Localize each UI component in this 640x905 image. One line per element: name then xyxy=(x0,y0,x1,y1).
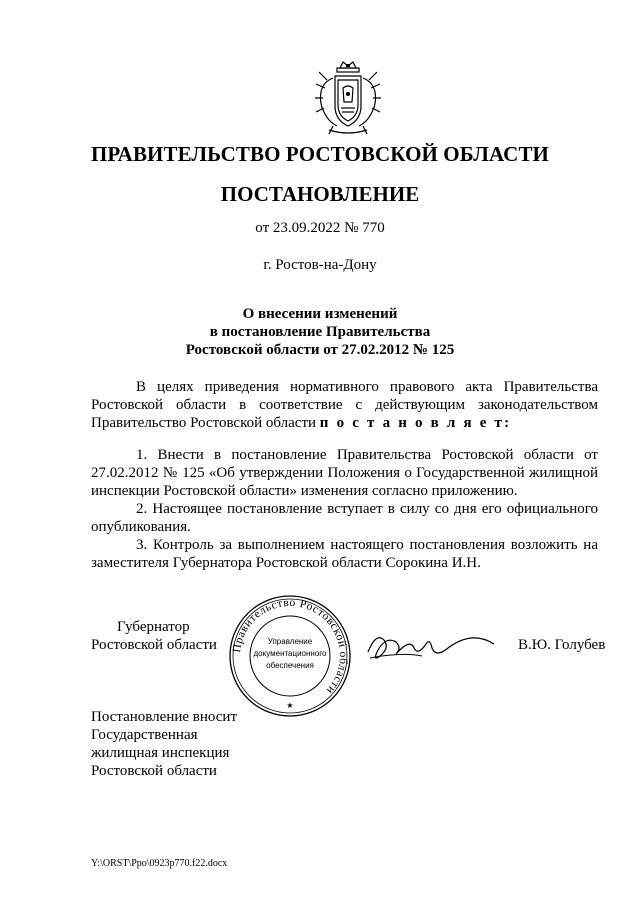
coat-of-arms-icon xyxy=(313,58,383,136)
seal-line: Управление xyxy=(267,637,313,646)
subject-line: в постановление Правительства xyxy=(209,324,431,340)
contributor-line: Ростовской области xyxy=(91,763,217,779)
contributor-line: Постановление вносит xyxy=(91,709,238,725)
file-path-footer: Y:\ORST\Ppo\0923p770.f22.docx xyxy=(91,858,228,869)
preamble-paragraph xyxy=(91,378,598,432)
resolution-items xyxy=(91,446,598,572)
resolution-item: 3. Контроль за выполнением настоящего постановления возложить на заместителя Губернатора Ростовской области Сорокина И.Н. xyxy=(91,537,598,571)
handwritten-signature xyxy=(362,622,502,670)
contributor-line: жилищная инспекция xyxy=(91,745,230,761)
seal-star-icon: ★ xyxy=(286,701,294,710)
resolution-item: 1. Внести в постановление Правительства Ростовской области от 27.02.2012 № 125 «Об утверждении Положения о Государственной жилищной инспекции Ростовской области» изменения согласно приложению. xyxy=(91,447,598,499)
contributor-block xyxy=(91,708,291,780)
seal-ring-text: Правительство Ростовской области xyxy=(231,596,350,697)
subject-line: О внесении изменений xyxy=(242,306,398,322)
resolution-item: 2. Настоящее постановление вступает в силу со дня его официального опубликования. xyxy=(91,501,598,535)
city: г. Ростов-на-Дону xyxy=(263,257,377,273)
preamble-text: В целях приведения нормативного правового акта Правительства Ростовской области в соответствие с действующим законодательством Правительство Ростовской области xyxy=(91,379,598,431)
seal-line: документационного xyxy=(253,649,327,658)
date-number: от 23.09.2022 № 770 xyxy=(255,220,385,236)
resolves-word: п о с т а н о в л я е т: xyxy=(319,415,512,431)
official-seal xyxy=(228,594,352,718)
subject-line: Ростовской области от 27.02.2012 № 125 xyxy=(185,342,455,358)
document-subject xyxy=(0,305,640,359)
signatory-title xyxy=(91,618,231,654)
organization-title: ПРАВИТЕЛЬСТВО РОСТОВСКОЙ ОБЛАСТИ xyxy=(91,142,549,166)
document-type: ПОСТАНОВЛЕНИЕ xyxy=(220,182,420,206)
signatory-title-line: Губернатор xyxy=(117,619,190,635)
signatory-title-line: Ростовской области xyxy=(91,637,217,653)
contributor-line: Государственная xyxy=(91,727,198,743)
signatory-name: В.Ю. Голубев xyxy=(518,637,606,653)
seal-line: обеспечения xyxy=(266,661,314,670)
